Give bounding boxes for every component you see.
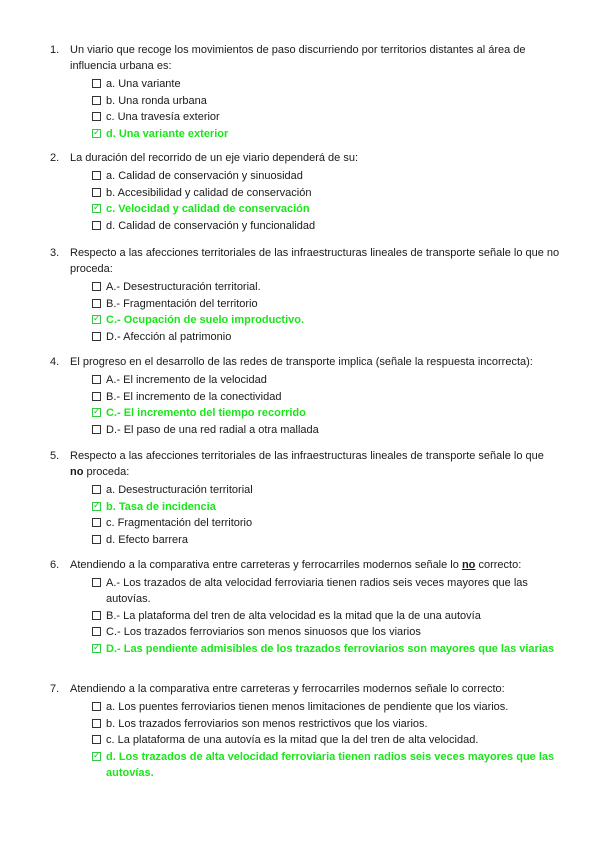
checkbox-icon[interactable] xyxy=(92,611,101,620)
question-text: Atendiendo a la comparativa entre carreteras y ferrocarriles modernos señale lo correcto: xyxy=(70,683,505,695)
option-c-correct[interactable]: ✓ C.- El incremento del tiempo recorrido xyxy=(93,406,306,420)
question-number: 2. xyxy=(50,152,60,164)
option-d-correct[interactable]: ✓ D.- Las pendiente admisibles de los trazados ferroviarios son mayores que las viarias xyxy=(93,641,555,655)
checkbox-icon[interactable] xyxy=(92,485,101,494)
checkbox-icon[interactable] xyxy=(92,392,101,401)
checked-checkbox-icon[interactable]: ✓ xyxy=(93,202,101,213)
option-d[interactable]: D.- Afección al patrimonio xyxy=(92,329,560,345)
question-text: La duración del recorrido de un eje viario dependerá de su: xyxy=(70,152,359,164)
checkbox-icon[interactable] xyxy=(92,171,101,180)
emphasis-no: no xyxy=(461,559,476,571)
checked-checkbox-icon[interactable]: ✓ xyxy=(93,749,101,760)
checked-checkbox-icon[interactable]: ✓ xyxy=(93,641,101,652)
checkbox-icon[interactable] xyxy=(92,96,101,105)
option-a[interactable]: A.- El incremento de la velocidad xyxy=(92,372,560,388)
question-number: 4. xyxy=(50,356,60,368)
checkbox-icon[interactable] xyxy=(92,425,101,434)
question-number: 3. xyxy=(50,247,60,259)
question-text: Respecto a las afecciones territoriales de las infraestructuras lineales de transporte señale lo que no proceda: xyxy=(70,247,560,275)
checkbox-icon[interactable] xyxy=(92,299,101,308)
question-4 xyxy=(50,354,560,438)
checkbox-icon[interactable] xyxy=(92,702,101,711)
checkbox-icon[interactable] xyxy=(92,375,101,384)
question-7 xyxy=(50,681,560,781)
question-number: 6. xyxy=(50,559,60,571)
option-a[interactable]: A.- Desestructuración territorial. xyxy=(92,279,560,295)
option-b[interactable]: b. Una ronda urbana xyxy=(92,93,560,109)
option-d-correct[interactable]: ✓ d. Los trazados de alta velocidad ferroviaria tienen radios seis veces mayores que las autovías. xyxy=(93,749,555,779)
checked-checkbox-icon[interactable]: ✓ xyxy=(93,313,101,324)
question-6 xyxy=(50,557,560,657)
question-number: 1. xyxy=(50,44,60,56)
checkbox-icon[interactable] xyxy=(92,112,101,121)
checkbox-icon[interactable] xyxy=(92,578,101,587)
question-2 xyxy=(50,150,560,234)
question-text: Respecto a las afecciones territoriales de las infraestructuras lineales de transporte señale lo que no proceda: xyxy=(70,450,544,478)
option-c[interactable]: c. Una travesía exterior xyxy=(92,109,560,125)
option-a[interactable]: a. Una variante xyxy=(92,76,560,92)
option-a[interactable]: a. Los puentes ferroviarios tienen menos limitaciones de pendiente que los viarios. xyxy=(92,699,560,715)
question-5 xyxy=(50,448,560,548)
option-b[interactable]: b. Accesibilidad y calidad de conservación xyxy=(92,185,560,201)
option-c-correct[interactable]: ✓ c. Velocidad y calidad de conservación xyxy=(93,202,310,216)
checkbox-icon[interactable] xyxy=(92,535,101,544)
option-a[interactable]: a. Calidad de conservación y sinuosidad xyxy=(92,168,560,184)
option-b[interactable]: b. Los trazados ferroviarios son menos restrictivos que los viarios. xyxy=(92,716,560,732)
option-c[interactable]: c. Fragmentación del territorio xyxy=(92,515,560,531)
checkbox-icon[interactable] xyxy=(92,282,101,291)
question-text: Un viario que recoge los movimientos de paso discurriendo por territorios distantes al área de influencia urbana es: xyxy=(70,44,526,72)
option-b[interactable]: B.- Fragmentación del territorio xyxy=(92,296,560,312)
checkbox-icon[interactable] xyxy=(92,188,101,197)
checkbox-icon[interactable] xyxy=(92,79,101,88)
emphasis-no: no xyxy=(70,466,84,478)
option-c[interactable]: C.- Los trazados ferroviarios son menos sinuosos que los viarios xyxy=(92,624,560,640)
checked-checkbox-icon[interactable]: ✓ xyxy=(93,499,101,510)
option-a[interactable]: A.- Los trazados de alta velocidad ferroviaria tienen radios seis veces mayores que las autovías. xyxy=(92,575,560,607)
checkbox-icon[interactable] xyxy=(92,719,101,728)
option-d-correct[interactable]: ✓ d. Una variante exterior xyxy=(93,126,229,140)
checkbox-icon[interactable] xyxy=(92,627,101,636)
option-b[interactable]: B.- La plataforma del tren de alta velocidad es la mitad que la de una autovía xyxy=(92,608,560,624)
checked-checkbox-icon[interactable]: ✓ xyxy=(93,126,101,137)
option-a[interactable]: a. Desestructuración territorial xyxy=(92,482,560,498)
option-c[interactable]: c. La plataforma de una autovía es la mitad que la del tren de alta velocidad. xyxy=(92,732,560,748)
question-3 xyxy=(50,245,560,345)
option-c-correct[interactable]: ✓ C.- Ocupación de suelo improductivo. xyxy=(93,313,305,327)
checkbox-icon[interactable] xyxy=(92,518,101,527)
option-d[interactable]: d. Efecto barrera xyxy=(92,532,560,548)
checked-checkbox-icon[interactable]: ✓ xyxy=(93,406,101,417)
question-number: 5. xyxy=(50,450,60,462)
question-text: El progreso en el desarrollo de las redes de transporte implica (señale la respuesta incorrecta): xyxy=(70,356,533,368)
question-number: 7. xyxy=(50,683,60,695)
checkbox-icon[interactable] xyxy=(92,221,101,230)
option-b-correct[interactable]: ✓ b. Tasa de incidencia xyxy=(93,499,216,513)
option-d[interactable]: d. Calidad de conservación y funcionalidad xyxy=(92,218,560,234)
question-1 xyxy=(50,42,560,142)
checkbox-icon[interactable] xyxy=(92,735,101,744)
option-d[interactable]: D.- El paso de una red radial a otra mallada xyxy=(92,422,560,438)
question-text: Atendiendo a la comparativa entre carreteras y ferrocarriles modernos señale lo no correcto: xyxy=(70,559,522,571)
option-b[interactable]: B.- El incremento de la conectividad xyxy=(92,389,560,405)
checkbox-icon[interactable] xyxy=(92,332,101,341)
